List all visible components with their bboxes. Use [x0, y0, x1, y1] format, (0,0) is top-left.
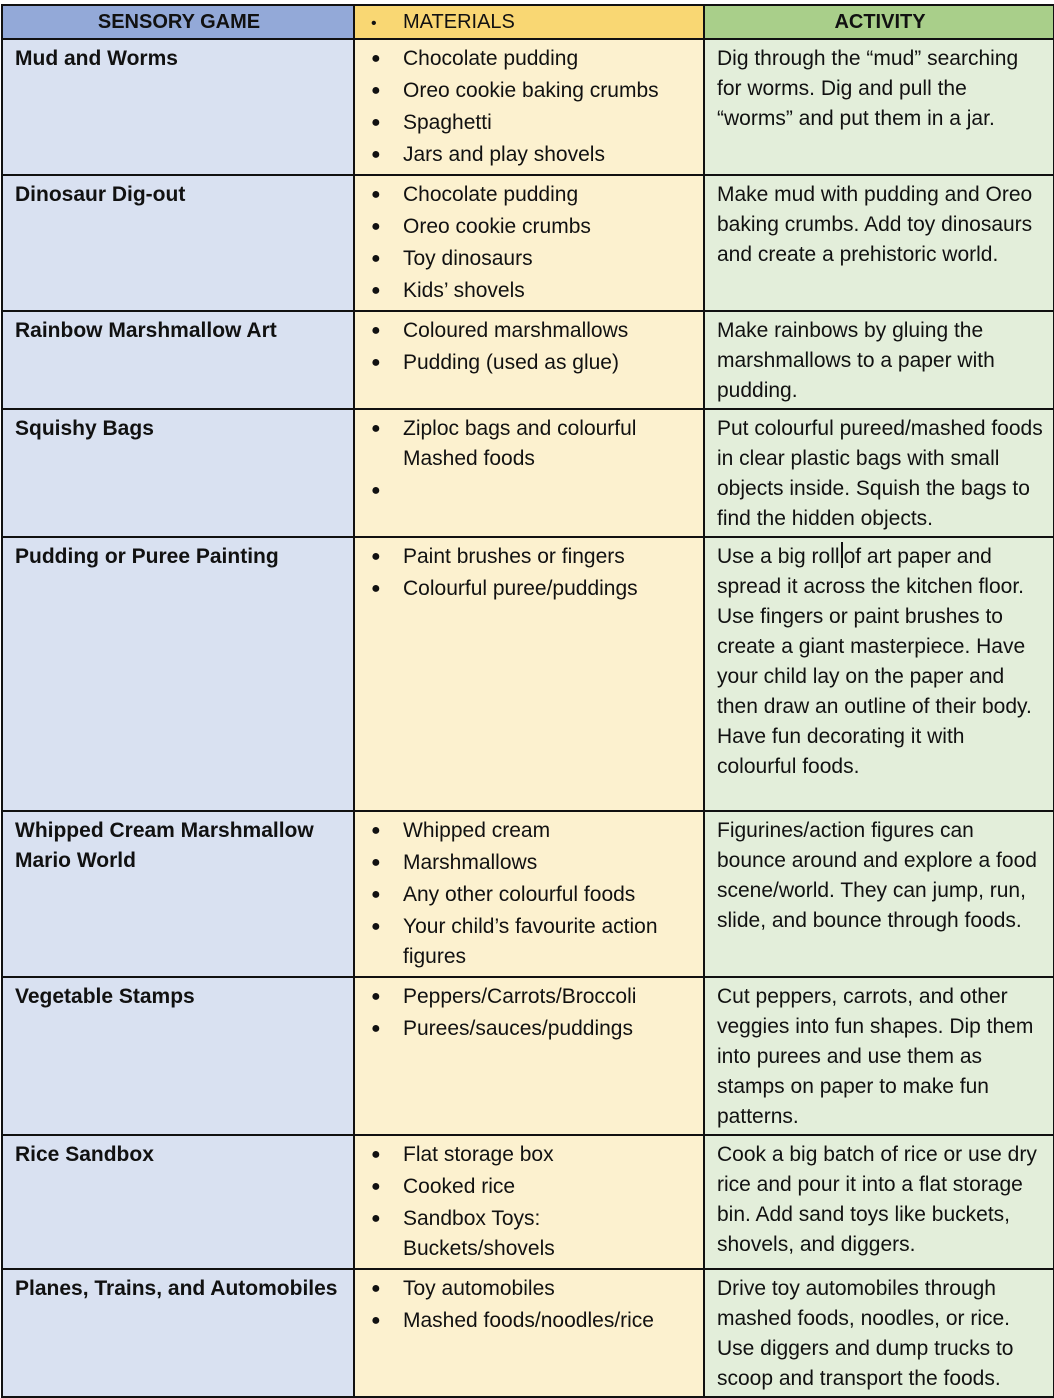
bullet-icon: ● — [371, 1020, 381, 1037]
materials-cell[interactable] — [354, 537, 704, 811]
table-row — [2, 311, 1054, 409]
material-item: ● Any other colourful foods — [367, 880, 693, 910]
bullet-icon: ● — [371, 548, 381, 565]
bullet-icon: ● — [371, 580, 381, 597]
game-name[interactable]: Mud and Worms — [2, 39, 354, 175]
bullet-icon: ● — [371, 1178, 381, 1195]
material-item: ● Marshmallows — [367, 848, 693, 878]
activity-cell[interactable]: Cook a big batch of rice or use dry rice and pour it into a flat storage bin. Add sand toys like buckets, shovels, and diggers. — [704, 1135, 1054, 1269]
material-item: ● Chocolate pudding — [367, 180, 693, 210]
bullet-icon: ● — [371, 186, 381, 203]
table-row — [2, 1135, 1054, 1269]
table-row — [2, 811, 1054, 977]
table-row — [2, 977, 1054, 1135]
materials-cell[interactable] — [354, 39, 704, 175]
bullet-icon: ● — [371, 322, 381, 339]
bullet-icon: ● — [371, 114, 381, 131]
material-item: ● Kids’ shovels — [367, 276, 693, 306]
bullet-icon: ● — [371, 918, 381, 935]
material-item: ● Purees/sauces/puddings — [367, 1014, 693, 1044]
material-item: ● Colourful puree/puddings — [367, 574, 693, 604]
activity-cell[interactable]: Make rainbows by gluing the marshmallows to a paper with pudding. — [704, 311, 1054, 409]
materials-cell[interactable] — [354, 977, 704, 1135]
material-item: ● Your child’s favourite action figures — [367, 912, 693, 972]
material-item: ● Jars and play shovels — [367, 140, 693, 170]
game-name[interactable]: Pudding or Puree Painting — [2, 537, 354, 811]
game-name[interactable]: Dinosaur Dig-out — [2, 175, 354, 311]
material-item: ● Pudding (used as glue) — [367, 348, 693, 378]
materials-cell[interactable] — [354, 175, 704, 311]
bullet-icon: ● — [371, 854, 381, 871]
bullet-icon: ● — [371, 282, 381, 299]
activity-cell[interactable]: Cut peppers, carrots, and other veggies into fun shapes. Dip them into purees and use them as stamps on paper to make fun patterns. — [704, 977, 1054, 1135]
table-row — [2, 175, 1054, 311]
material-item: ● Paint brushes or fingers — [367, 542, 693, 572]
game-name[interactable]: Rainbow Marshmallow Art — [2, 311, 354, 409]
bullet-icon: ● — [371, 1280, 381, 1297]
activity-cell[interactable]: Use a big roll of art paper and spread it across the kitchen floor. Use fingers or paint brushes to create a giant masterpiece. Have your child lay on the paper and then draw an outline of their body. Have fun decorating it with colourful foods. — [704, 537, 1054, 811]
text-cursor — [841, 542, 843, 568]
game-name[interactable]: Squishy Bags — [2, 409, 354, 537]
material-item: ● Mashed foods/noodles/rice — [367, 1306, 693, 1336]
table-row — [2, 537, 1054, 811]
activity-cell[interactable]: Put colourful pureed/mashed foods in clear plastic bags with small objects inside. Squish the bags to find the hidden objects. — [704, 409, 1054, 537]
material-item: ● Oreo cookie baking crumbs — [367, 76, 693, 106]
bullet-icon: ● — [371, 1210, 381, 1227]
bullet-icon: ● — [371, 218, 381, 235]
game-name[interactable]: Whipped Cream Marshmallow Mario World — [2, 811, 354, 977]
header-row — [2, 5, 1054, 39]
materials-cell[interactable] — [354, 409, 704, 537]
sensory-games-table — [1, 4, 1054, 1398]
material-item: ● Peppers/Carrots/Broccoli — [367, 982, 693, 1012]
material-item: ● Spaghetti — [367, 108, 693, 138]
material-item: ● Toy automobiles — [367, 1274, 693, 1304]
material-item: ● Cooked rice — [367, 1172, 693, 1202]
bullet-icon: ● — [371, 886, 381, 903]
game-name[interactable]: Rice Sandbox — [2, 1135, 354, 1269]
material-item: ● Sandbox Toys: Buckets/shovels — [367, 1204, 693, 1264]
game-name[interactable]: Vegetable Stamps — [2, 977, 354, 1135]
game-name[interactable]: Planes, Trains, and Automobiles — [2, 1269, 354, 1397]
bullet-icon: ● — [371, 354, 381, 371]
bullet-icon: • — [371, 15, 377, 32]
activity-cell[interactable]: Drive toy automobiles through mashed foods, noodles, or rice. Use diggers and dump trucks to scoop and transport the foods. — [704, 1269, 1054, 1397]
materials-cell[interactable] — [354, 1135, 704, 1269]
material-item — [367, 476, 693, 506]
table-row — [2, 409, 1054, 537]
bullet-icon: ● — [371, 82, 381, 99]
bullet-icon: ● — [371, 822, 381, 839]
header-materials — [354, 5, 704, 39]
materials-cell[interactable] — [354, 311, 704, 409]
activity-cell[interactable]: Figurines/action figures can bounce around and explore a food scene/world. They can jump, run, slide, and bounce through foods. — [704, 811, 1054, 977]
materials-cell[interactable] — [354, 811, 704, 977]
bullet-icon: ● — [371, 146, 381, 163]
bullet-icon: ● — [371, 1312, 381, 1329]
header-sensory-game: SENSORY GAME — [2, 5, 354, 39]
bullet-icon: ● — [371, 420, 381, 437]
bullet-icon: ● — [371, 988, 381, 1005]
table-row — [2, 39, 1054, 175]
material-item: ● Oreo cookie crumbs — [367, 212, 693, 242]
header-materials-label: MATERIALS — [403, 11, 515, 33]
material-item: ● Ziploc bags and colourful Mashed foods — [367, 414, 693, 474]
materials-cell[interactable] — [354, 1269, 704, 1397]
bullet-icon: ● — [371, 1146, 381, 1163]
bullet-icon: ● — [371, 50, 381, 67]
table-row — [2, 1269, 1054, 1397]
bullet-icon: ● — [371, 250, 381, 267]
header-activity: ACTIVITY — [704, 5, 1054, 39]
material-item: ● Whipped cream — [367, 816, 693, 846]
material-item: ● Toy dinosaurs — [367, 244, 693, 274]
activity-cell[interactable]: Dig through the “mud” searching for worms. Dig and pull the “worms” and put them in a jar. — [704, 39, 1054, 175]
bullet-icon: ● — [371, 482, 381, 499]
material-item: ● Coloured marshmallows — [367, 316, 693, 346]
material-item: ● Chocolate pudding — [367, 44, 693, 74]
activity-cell[interactable]: Make mud with pudding and Oreo baking crumbs. Add toy dinosaurs and create a prehistoric world. — [704, 175, 1054, 311]
material-item: ● Flat storage box — [367, 1140, 693, 1170]
